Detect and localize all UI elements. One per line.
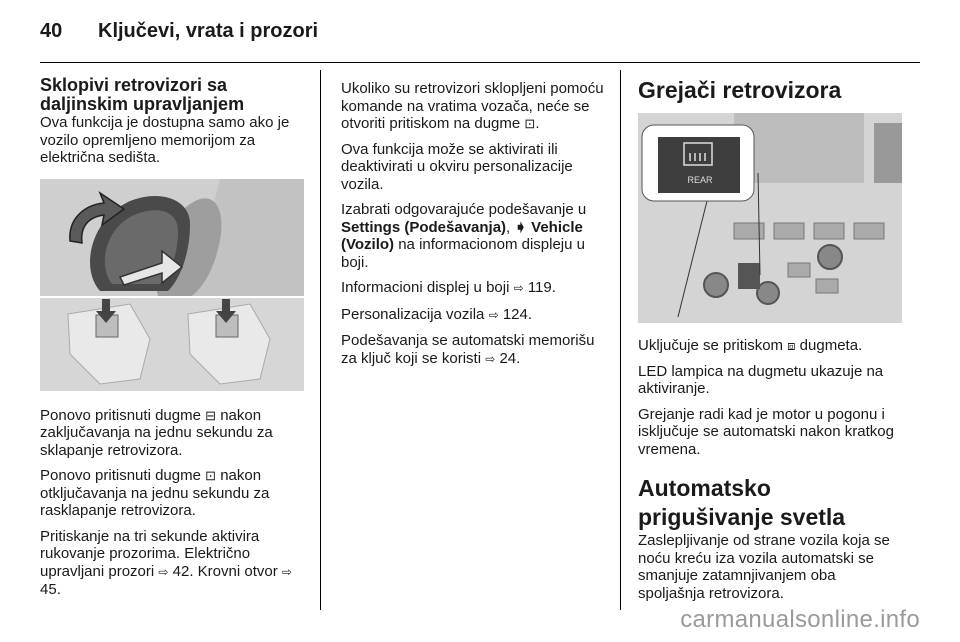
section-heading-heated-mirrors: Grejači retrovizora [638,77,842,103]
page-ref-arrow-icon: ⇨ [513,281,524,295]
page-ref-arrow-icon: ⇨ [488,307,499,322]
page-number: 40 [40,20,63,42]
paragraph-personalization [341,306,607,325]
fold-text-b: nakon zaključavanja na jednu sekundu za sklapanje retrovizora. [40,406,273,459]
page-ref-119[interactable]: 119 [527,279,552,296]
paragraph-auto-dimming: Zaslepljivanje od strane vozila koja se noću kreću iza vozila automatski se smanjuje zatamnjivanjem oba spoljašnja retrovizora. [638,532,890,602]
column-divider-1 [320,70,321,610]
paragraph-fold [40,407,306,460]
paragraph-heating-time: Grejanje radi kad je motor u pogonu i isključuje se automatski nakon kratkog vremena. [638,405,894,458]
paragraph-activation: Ova funkcija može se aktivirati ili deaktivirati u okviru personalizacije vozila. [341,140,573,193]
column-divider-2 [620,70,621,610]
paragraph-unfold [40,467,306,520]
windows-text-a: Pritiskanje na tri sekunde aktivira rukovanje prozorima. Električno upravljani prozori [40,527,260,580]
lock-icon: ⊟ [205,407,217,423]
switch-on-text-b: dugmeta. [799,337,863,354]
unlock-icon: ⊡ [524,116,536,131]
unlock-icon: ⊡ [205,468,217,483]
info-display-dot: . [551,279,556,296]
page-header [40,20,318,43]
fold-text-a: Ponovo pritisnuti dugme [40,406,201,424]
paragraph-info-display [341,279,607,298]
paragraph-availability: Ova funkcija je dostupna samo ako je vozilo opremljeno memorijom za električna sedišta. [40,114,290,166]
header-rule [40,62,920,63]
page-ref-24[interactable]: 24 [499,349,517,367]
windows-text-b: . Krovni otvor [189,562,278,580]
watermark: carmanualsonline.info [680,606,920,633]
switch-on-text-a: Uključuje se pritiskom [638,337,784,354]
menu-arrow-icon: ➧ [514,218,527,236]
personalization-text: Personalizacija vozila [341,305,485,323]
page-ref-42[interactable]: 42 [172,562,190,580]
section-heading-auto-dimming: Automatsko prigušivanje svetla [638,475,846,530]
mirror-key-figure [40,179,304,391]
rear-defrost-icon: ⧈ [787,338,796,353]
paragraph-folded-by-driver [341,80,607,133]
column-2 [341,80,607,376]
unfold-text-b: nakon otključavanja na jednu sekundu za rasklapanje retrovizora. [40,467,270,519]
page-ref-arrow-icon: ⇨ [485,351,496,366]
page-ref-45[interactable]: 45 [40,581,57,598]
info-display-text: Informacioni displej u boji [341,279,510,296]
page-ref-124[interactable]: 124 [502,305,528,323]
memory-text: Podešavanja se automatski memorišu za ključ koji se koristi [341,332,595,367]
paragraph-memory [341,332,607,368]
mirror-folding-illustration [40,179,304,391]
paragraph-led: LED lampica na dugmetu ukazuje na aktiviranje. [638,362,884,397]
vehicle-menu-label: Vehicle (Vozilo) [341,218,583,253]
folded-text-a: Ukoliko su retrovizori sklopljeni pomoću komande na vratima vozača, neće se otvoriti pritiskom na dugme [341,80,604,132]
column-1 [40,76,306,607]
unfold-text-a: Ponovo pritisnuti dugme [40,467,201,484]
paragraph-switch-on [638,337,904,355]
paragraph-settings: Izabrati odgovarajuće podešavanje u Settings (Podešavanja), ➧ Vehicle (Vozilo) na informacionom displeju u boji. [341,201,587,271]
chapter-title: Ključevi, vrata i prozori [98,20,319,42]
windows-text-c: . [56,581,61,598]
settings-text-a: Izabrati odgovarajuće podešavanje u [341,201,587,218]
page-ref-arrow-icon: ⇨ [281,564,292,579]
folded-text-b: . [535,115,540,132]
console-figure [638,113,902,323]
rear-defrost-label: REAR [687,175,713,185]
heated-mirror-panel-illustration [638,113,902,323]
paragraph-windows [40,528,306,599]
section-heading-folding-mirrors: Sklopivi retrovizori sa daljinskim upravljanjem [40,75,245,114]
column-3 [638,76,904,610]
memory-dot: . [516,349,521,367]
personalization-dot: . [527,305,533,323]
settings-menu-label: Settings (Podešavanja) [341,218,507,236]
page-ref-arrow-icon: ⇨ [158,564,169,579]
settings-text-b: na informacionom displeju u boji. [341,236,585,271]
